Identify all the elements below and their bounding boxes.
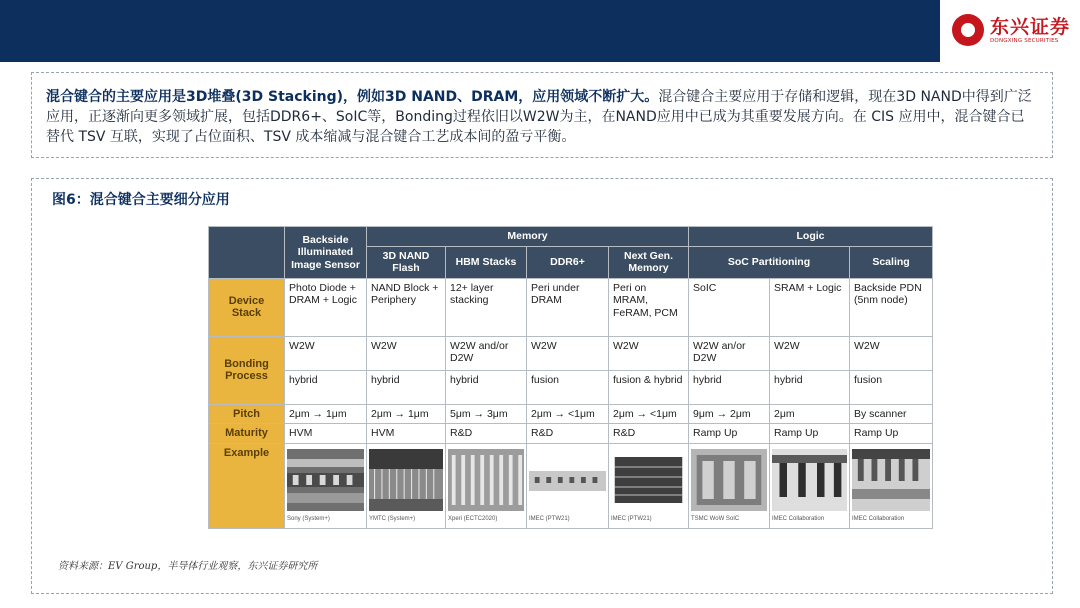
row-label-bonding-process: Bonding Process [209, 336, 285, 404]
table-cell: SoIC [689, 278, 770, 336]
table-cell: Ramp Up [850, 424, 933, 444]
example-image-ddr6 [529, 449, 606, 511]
table-cell: 5μm → 3μm [446, 404, 527, 424]
example-caption: TSMC WoW SoIC [691, 516, 740, 522]
table-cell: 2μm → <1μm [609, 404, 689, 424]
table-cell: R&D [446, 424, 527, 444]
example-image-sram-logic [772, 449, 847, 511]
example-cell [689, 443, 770, 528]
example-image-3d-nand [369, 449, 443, 511]
summary-box [31, 72, 1053, 158]
table-cell: hybrid [770, 370, 850, 404]
logo-english-name: DONGXING SECURITIES [990, 38, 1059, 44]
table-cell: hybrid [285, 370, 367, 404]
table-row [209, 278, 933, 336]
table-row [209, 336, 933, 370]
table-row [209, 443, 933, 528]
table-cell: 12+ layer stacking [446, 278, 527, 336]
table-cell: 2μm → 1μm [367, 404, 446, 424]
group-header-logic: Logic [689, 227, 933, 247]
example-image-hbm [448, 449, 524, 511]
col-header-hbm: HBM Stacks [446, 246, 527, 278]
company-logo [948, 10, 1072, 54]
example-caption: IMEC Collaboration [772, 516, 825, 522]
example-cell [850, 443, 933, 528]
logo-chinese-name: 东兴证券 [990, 16, 1071, 38]
example-caption: YMTC (System+) [369, 516, 416, 522]
example-caption: Sony (System+) [287, 516, 330, 522]
example-cell [770, 443, 850, 528]
table-cell: fusion [527, 370, 609, 404]
table-cell: W2W [770, 336, 850, 370]
example-caption: IMEC (PTW21) [611, 516, 652, 522]
table-cell: By scanner [850, 404, 933, 424]
table-cell: fusion & hybrid [609, 370, 689, 404]
table-cell: 2μm [770, 404, 850, 424]
group-header-memory: Memory [367, 227, 689, 247]
example-cell [367, 443, 446, 528]
row-label-maturity: Maturity [209, 424, 285, 444]
table-cell: NAND Block + Periphery [367, 278, 446, 336]
table-cell: W2W [527, 336, 609, 370]
col-header-soc-partitioning: SoC Partitioning [689, 246, 850, 278]
table-cell: 2μm → 1μm [285, 404, 367, 424]
table-group-header-row [209, 227, 933, 247]
table-cell: hybrid [367, 370, 446, 404]
table-row [209, 370, 933, 404]
table-cell: hybrid [689, 370, 770, 404]
table-cell: Photo Diode + DRAM + Logic [285, 278, 367, 336]
figure-panel [31, 178, 1053, 594]
summary-body: 混合键合主要应用于存储和逻辑，现在3D NAND中得到广泛应用，正逐渐向更多领域扩展，包括DDR6+、SoIC等，Bonding过程依旧以W2W为主，在NAND应用中已成为其重要发展方向。在 CIS 应用中，混合键合已替代 TSV 互联，实现了占位面积、TSV 成本缩减与混合键合工艺成本间的盈亏平衡。 [46, 89, 1032, 145]
col-header-3d-nand: 3D NAND Flash [367, 246, 446, 278]
row-label-example: Example [209, 443, 285, 528]
summary-lead: 混合键合的主要应用是3D堆叠(3D Stacking)，例如3D NAND、DRAM，应用领域不断扩大。 [46, 89, 659, 105]
table-cell: W2W [367, 336, 446, 370]
table-cell: Backside PDN (5nm node) [850, 278, 933, 336]
col-header-ddr6: DDR6+ [527, 246, 609, 278]
table-cell: 9μm → 2μm [689, 404, 770, 424]
table-row [209, 424, 933, 444]
col-header-bsi: Backside Illuminated Image Sensor [285, 227, 367, 279]
table-cell: R&D [609, 424, 689, 444]
applications-table [208, 226, 933, 529]
row-label-device-stack: Device Stack [209, 278, 285, 336]
row-label-pitch: Pitch [209, 404, 285, 424]
header-bar [0, 0, 940, 62]
example-image-soic [691, 449, 767, 511]
table-cell: W2W [850, 336, 933, 370]
logo-emblem-icon [952, 14, 984, 46]
table-cell: W2W [609, 336, 689, 370]
table-cell: HVM [367, 424, 446, 444]
table-cell: SRAM + Logic [770, 278, 850, 336]
example-image-scaling [852, 449, 930, 511]
example-caption: IMEC (PTW21) [529, 516, 570, 522]
example-image-next-gen-memory [611, 449, 686, 511]
table-cell: hybrid [446, 370, 527, 404]
table-cell: Ramp Up [689, 424, 770, 444]
table-cell: Peri on MRAM, FeRAM, PCM [609, 278, 689, 336]
table-cell: R&D [527, 424, 609, 444]
table-cell: Ramp Up [770, 424, 850, 444]
table-cell: W2W an/or D2W [689, 336, 770, 370]
example-cell [527, 443, 609, 528]
table-cell: W2W and/or D2W [446, 336, 527, 370]
table-cell: W2W [285, 336, 367, 370]
col-header-scaling: Scaling [850, 246, 933, 278]
example-cell [446, 443, 527, 528]
example-caption: IMEC Collaboration [852, 516, 905, 522]
table-row [209, 404, 933, 424]
table-cell: HVM [285, 424, 367, 444]
example-cell [285, 443, 367, 528]
col-header-next-gen-memory: Next Gen. Memory [609, 246, 689, 278]
table-corner-cell [209, 227, 285, 279]
table-cell: fusion [850, 370, 933, 404]
table-cell: Peri under DRAM [527, 278, 609, 336]
table-cell: 2μm → <1μm [527, 404, 609, 424]
figure-source: 资料来源：EV Group，半导体行业观察，东兴证券研究所 [58, 561, 318, 572]
example-caption: Xperi (ECTC2020) [448, 516, 498, 522]
example-image-bsi [287, 449, 364, 511]
example-cell [609, 443, 689, 528]
figure-title: 图6：混合键合主要细分应用 [52, 192, 230, 208]
